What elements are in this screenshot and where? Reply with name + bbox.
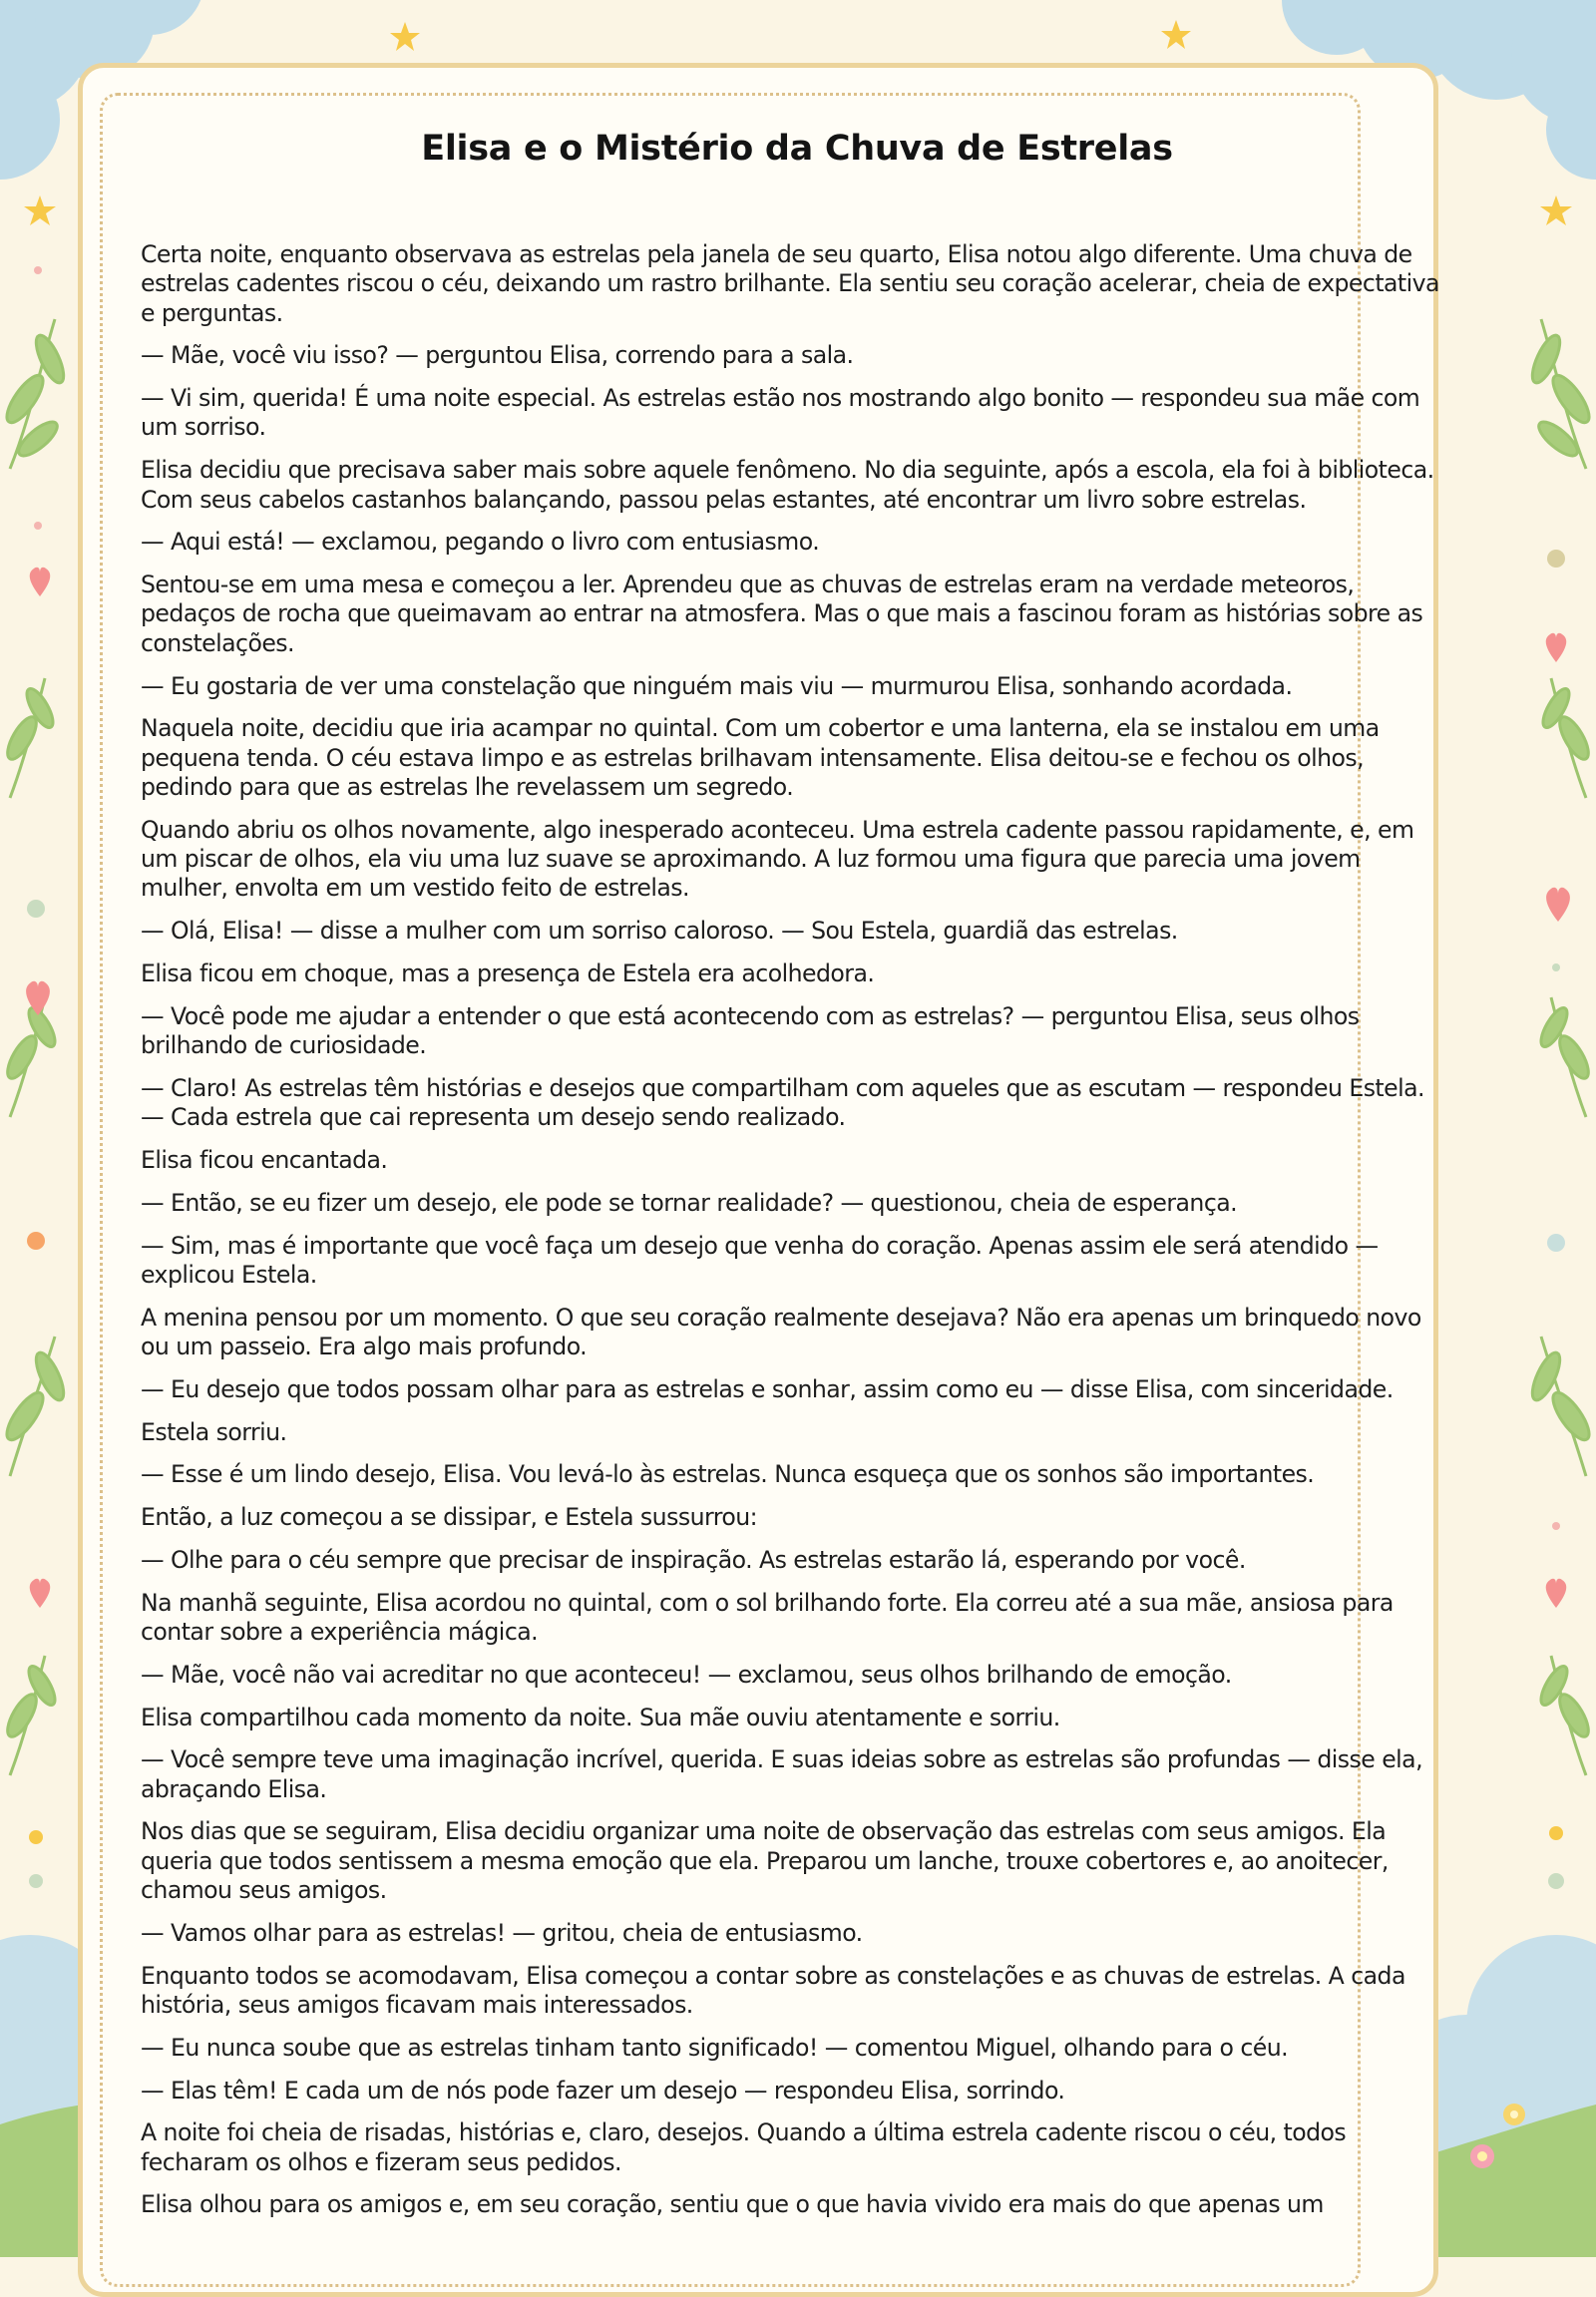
story-paragraph: Sentou-se em uma mesa e começou a ler. Aprendeu que as chuvas de estrelas eram na verdade meteoros, pedaços de rocha que queimavam ao entrar na atmosfera. Mas o que mais a fascinou foram as histórias sobre as constelações. — [141, 571, 1423, 657]
story-paragraph: Naquela noite, decidiu que iria acampar no quintal. Com um cobertor e uma lanterna, ela se instalou em uma pequena tenda. O céu estava limpo e as estrelas brilhavam intensamente. Elisa deitou-se e fechou os olhos, pedindo para que as estrelas lhe revelassem um segredo. — [141, 714, 1380, 801]
story-paragraph: — Eu nunca soube que as estrelas tinham tanto significado! — comentou Miguel, olhando para o céu. — [141, 2033, 1289, 2062]
story-paragraph: Enquanto todos se acomodavam, Elisa começou a contar sobre as constelações e as chuvas de estrelas. A cada história, seus amigos ficavam mais interessados. — [141, 1961, 1405, 2019]
story-paragraph: A menina pensou por um momento. O que seu coração realmente desejava? Não era apenas um brinquedo novo ou um passeio. Era algo mais profundo. — [141, 1303, 1421, 1360]
story-paragraph: — Você pode me ajudar a entender o que está acontecendo com as estrelas? — perguntou Elisa, seus olhos brilhando de curiosidade. — [141, 1001, 1360, 1060]
story-paragraph: Elisa decidiu que precisava saber mais sobre aquele fenômeno. No dia seguinte, após a escola, ela foi à biblioteca. Com seus cabelos castanhos balançando, passou pelas estantes, até encontrar um livro sobre estrelas. — [141, 456, 1434, 514]
leaf-sprig-icon — [1527, 319, 1595, 1775]
story-paragraph: — Eu desejo que todos possam olhar para as estrelas e sonhar, assim como eu — disse Elisa, com sinceridade. — [141, 1374, 1394, 1403]
leaf-sprig-icon — [1, 319, 69, 1775]
story-title: Elisa e o Mistério da Chuva de Estrelas — [421, 129, 1173, 169]
story-paragraph: — Vamos olhar para as estrelas! — gritou, cheia de entusiasmo. — [141, 1918, 863, 1947]
story-paragraph: — Esse é um lindo desejo, Elisa. Vou levá-lo às estrelas. Nunca esqueça que os sonhos são importantes. — [141, 1460, 1315, 1489]
story-paragraph: Elisa ficou encantada. — [141, 1145, 388, 1174]
story-paragraph: — Mãe, você não vai acreditar no que aconteceu! — exclamou, seus olhos brilhando de emoção. — [141, 1660, 1232, 1689]
story-body — [141, 240, 1453, 2220]
story-paragraph: — Eu gostaria de ver uma constelação que ninguém mais viu — murmurou Elisa, sonhando acordada. — [141, 671, 1293, 700]
story-paragraph: — Aqui está! — exclamou, pegando o livro com entusiasmo. — [141, 528, 820, 557]
story-paragraph: — Elas têm! E cada um de nós pode fazer um desejo — respondeu Elisa, sorrindo. — [141, 2076, 1065, 2105]
story-paragraph: — Então, se eu fizer um desejo, ele pode se tornar realidade? — questionou, cheia de esperança. — [141, 1188, 1238, 1217]
story-paragraph: Elisa ficou em choque, mas a presença de Estela era acolhedora. — [141, 958, 875, 987]
story-paragraph: — Sim, mas é importante que você faça um desejo que venha do coração. Apenas assim ele será atendido — explicou Estela. — [141, 1231, 1379, 1289]
story-paragraph: Elisa olhou para os amigos e, em seu coração, sentiu que o que havia vivido era mais do que apenas um — [141, 2190, 1324, 2219]
story-paragraph: A noite foi cheia de risadas, histórias e, claro, desejos. Quando a última estrela cadente riscou o céu, todos fecharam os olhos e fizeram seus pedidos. — [141, 2118, 1347, 2176]
story-paragraph: Quando abriu os olhos novamente, algo inesperado aconteceu. Uma estrela cadente passou rapidamente, e, em um piscar de olhos, ela viu uma luz suave se aproximando. A luz formou uma figura que parecia uma jovem mulher, envolta em um vestido feito de estrelas. — [141, 815, 1414, 903]
story-paragraph: Nos dias que se seguiram, Elisa decidiu organizar uma noite de observação das estrelas com seus amigos. Ela queria que todos sentissem a mesma emoção que ela. Preparou um lanche, trouxe cobertores e, ao anoitecer, chamou seus amigos. — [141, 1817, 1389, 1905]
story-paragraph: — Olá, Elisa! — disse a mulher com um sorriso caloroso. — Sou Estela, guardiã das estrelas. — [141, 917, 1178, 946]
story-paragraph: Na manhã seguinte, Elisa acordou no quintal, com o sol brilhando forte. Ela correu até a sua mãe, ansiosa para contar sobre a experiência mágica. — [141, 1588, 1394, 1646]
story-paragraph: — Mãe, você viu isso? — perguntou Elisa, correndo para a sala. — [141, 341, 854, 370]
story-paragraph: Então, a luz começou a se dissipar, e Estela sussurrou: — [141, 1503, 758, 1532]
story-paragraph: — Olhe para o céu sempre que precisar de inspiração. As estrelas estarão lá, esperando por você. — [141, 1545, 1246, 1574]
story-paragraph: — Claro! As estrelas têm histórias e desejos que compartilham com aqueles que as escutam — respondeu Estela. — Cada estrela que cai representa um desejo sendo realizado. — [141, 1073, 1424, 1132]
story-paragraph: Elisa compartilhou cada momento da noite. Sua mãe ouviu atentamente e sorriu. — [141, 1703, 1060, 1731]
story-paragraph: Certa noite, enquanto observava as estrelas pela janela de seu quarto, Elisa notou algo diferente. Uma chuva de estrelas cadentes riscou o céu, deixando um rastro brilhante. Ela sentiu seu coração acelerar, cheia de expectativa e perguntas. — [141, 240, 1439, 327]
story-paragraph: — Vi sim, querida! É uma noite especial. As estrelas estão nos mostrando algo bonito — respondeu sua mãe com um sorriso. — [141, 384, 1420, 442]
story — [141, 127, 1453, 2233]
story-paragraph: Estela sorriu. — [141, 1417, 287, 1446]
story-paragraph: — Você sempre teve uma imaginação incrível, querida. E suas ideias sobre as estrelas são profundas — disse ela, abraçando Elisa. — [141, 1745, 1423, 1803]
